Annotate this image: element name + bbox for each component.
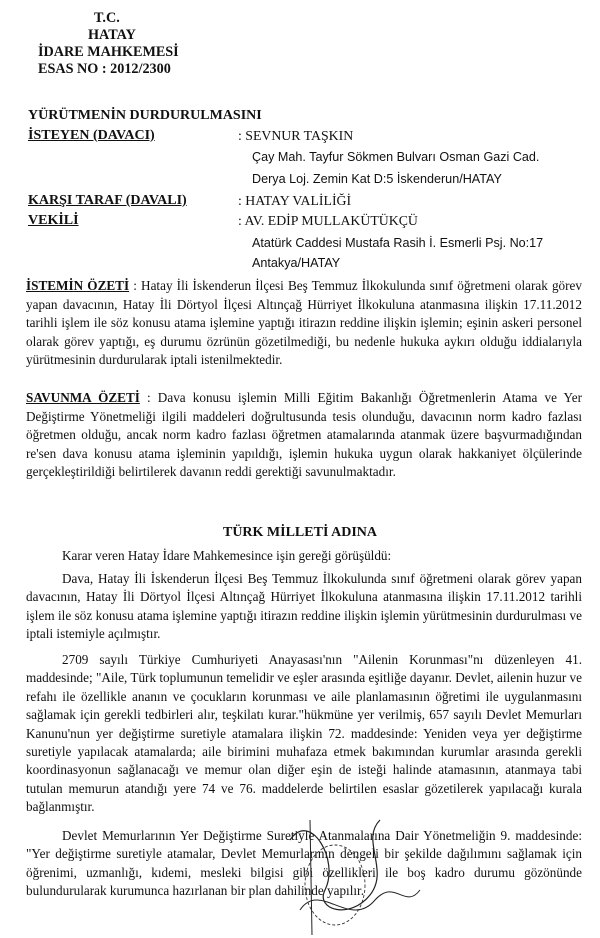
body-paragraph-3: 2709 sayılı Türkiye Cumhuriyeti Anayasası'nın "Ailenin Korunması"nı düzenleyen 41. maddesinde; "Aile, Türk toplumunun temelidir ve eşler arasında eşitliğe dayanır. Devlet, ailenin huzur ve refahı ile özellikle ananın ve çocukların korunması ve aile planlamasının öğretimi ile uygulanmasını sağlamak için gerekli tedbirleri alır, teşkilatı kurar."hükmüne yer verilmiş, 657 sayılı Devlet Memurları Kanunu'nun yer değiştirme suretiyle atamalara ilişkin 72. maddesinde: Yeniden veya yer değiştirme suretiyle yapılacak atamalarda; aile birimini muhafaza etmek bakımından kurumlar arasında gerekli koordinasyonun sağlanacağı ve memur olan diğer eşin de isteği halinde atamasının, atanmaya tabi tutulan memurun atandığı yere 74 ve 76. maddelerde belirtilen esaslar gözetilerek yapılacağı kurala bağlanmıştır. xyxy=(26,652,582,815)
defense-summary xyxy=(26,389,582,482)
signature-stamp xyxy=(280,800,430,938)
defense-summary-text: : Dava konusu işlemin Milli Eğitim Bakanlığı Öğretmenlerin Atama ve Yer Değiştirme Yönetmeliği ilgili maddeleri doğrultusunda tesis olunduğu, davacının norm kadro fazlası öğretmen olduğu, ancak norm kadro fazlası öğretmen atamalarında atanmak üzere başvurmadığından re'sen dava konusu atama işleminin yapıldığı, işlemin hukuka uygun olarak hakkaniyet ölçülerinde gerçekleştirildiği belirtilerek davanın reddi gerektiği savunulmaktadır. xyxy=(26,390,583,480)
plaintiff-name: : SEVNUR TAŞKIN xyxy=(238,128,354,143)
plaintiff-label: İSTEYEN (DAVACI) xyxy=(28,128,155,143)
header-city: HATAY xyxy=(88,27,136,43)
defendant-label: KARŞI TARAF (DAVALI) xyxy=(28,193,187,208)
decision-title: TÜRK MİLLETİ ADINA xyxy=(222,525,378,540)
plaintiff-address-1: Çay Mah. Tayfur Sökmen Bulvarı Osman Gazi Cad. xyxy=(252,150,540,164)
plaintiff-address-2: Derya Loj. Zemin Kat D:5 İskenderun/HATAY xyxy=(252,172,502,186)
defense-summary-label: SAVUNMA ÖZETİ xyxy=(26,390,140,405)
attorney-address-1: Atatürk Caddesi Mustafa Rasih İ. Esmerli Psj. No:17 xyxy=(252,236,544,250)
header-court: İDARE MAHKEMESİ xyxy=(38,44,179,60)
body-paragraph-2: Dava, Hatay İli İskenderun İlçesi Beş Temmuz İlkokulunda sınıf öğretmeni olarak görev yapan davacının, Hatay İli Dörtyol İlçesi Altınçağ Hürriyet İlkokuluna atanmasına ilişkin 17.11.2012 tarihli işlem ile söz konusu atama işlemine yaptığı itirazın reddine ilişkin işlemin yürütmesinin durdurulması ve iptali istemiyle açılmıştır. xyxy=(26,571,582,642)
defendant-name: : HATAY VALİLİĞİ xyxy=(238,193,352,208)
header-tc: T.C. xyxy=(94,10,120,26)
claim-summary-label: İSTEMİN ÖZETİ xyxy=(26,278,130,293)
court-header xyxy=(38,10,179,78)
claim-summary-text: : Hatay İli İskenderun İlçesi Beş Temmuz İlkokulunda sınıf öğretmeni olarak görev yapan davacının, Hatay İli Dörtyol İlçesi Altınçağ Hürriyet İlkokuluna atanmasına ilişkin 17.11.2012 tarihli işlem ile söz konusu atama işlemine yaptığı itirazın reddine ilişkin işlemin; eşinin askeri personel olarak görev yaptığı, eş durumu özrünün gözetilmediği, bu nedenle hukuka aykırı olduğu iddialarıyla yürütmesinin durdurularak iptali istenilmektedir. xyxy=(26,278,582,368)
attorney-address-2: Antakya/HATAY xyxy=(252,256,341,270)
attorney-name: : AV. EDİP MULLAKÜTÜKÇÜ xyxy=(238,213,418,228)
body-paragraph-4: Devlet Memurlarının Yer Değiştirme Suretiyle Atanmalarına Dair Yönetmeliğin 9. maddesinde: "Yer değiştirme suretiyle atamalar, Devlet Memurlarının dengeli bir şekilde dağılımını sağlamak için öğrenimi, uzmanlığı, kıdemi, mesleki bilgisi gibi özellikleri ile boş kadro durumu gözönünde bulundurularak kurumunca hazırlanan bir plan dahilinde yapılır. xyxy=(26,828,582,899)
body-paragraph-1: Karar veren Hatay İdare Mahkemesince işin gereği görüşüldü: xyxy=(62,548,392,563)
attorney-label: VEKİLİ xyxy=(28,213,79,228)
header-case-no: ESAS NO : 2012/2300 xyxy=(38,61,171,77)
request-title: YÜRÜTMENİN DURDURULMASINI xyxy=(28,108,262,123)
claim-summary xyxy=(26,277,582,370)
